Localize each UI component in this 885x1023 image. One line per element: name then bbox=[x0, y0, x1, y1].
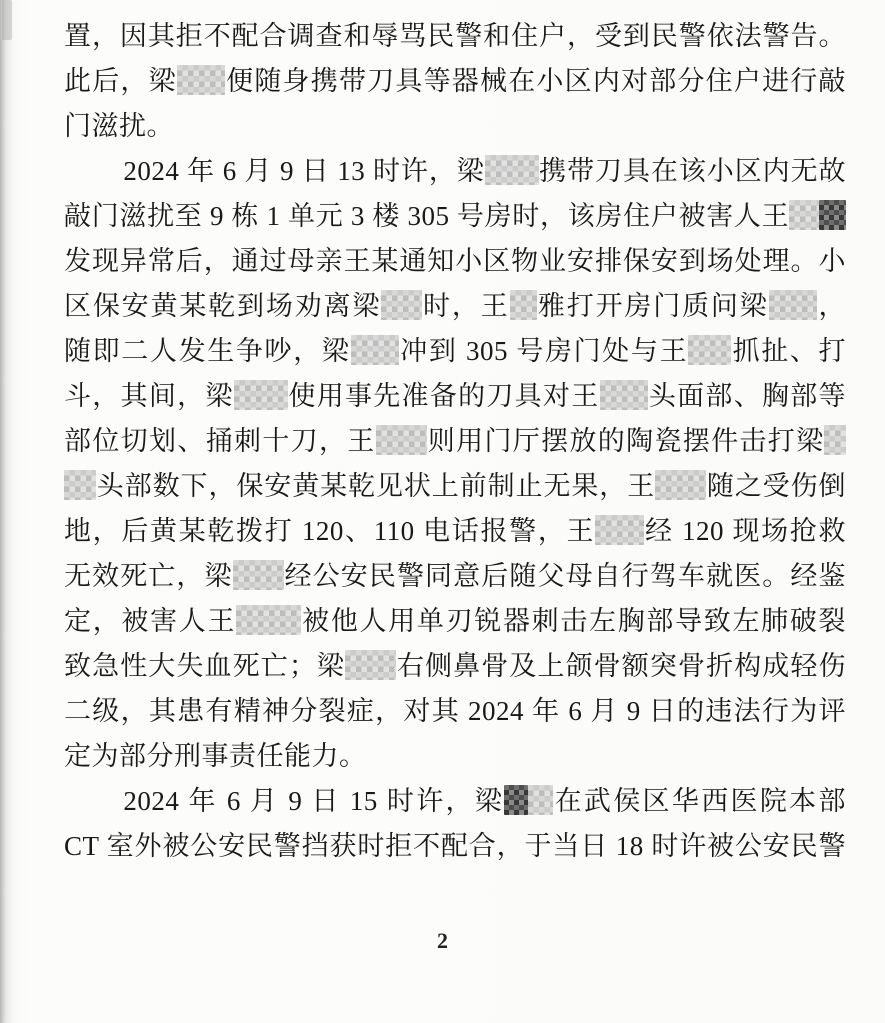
text-segment: 此后，梁 bbox=[64, 66, 177, 96]
text-segment: ， bbox=[817, 291, 846, 321]
text-segment: 经 120 现场抢救 bbox=[643, 516, 846, 546]
redaction-block bbox=[376, 425, 427, 455]
text-segment: 携带刀具在该小区内无故 bbox=[538, 156, 846, 186]
redaction-block bbox=[510, 290, 537, 320]
text-segment: 头部数下，保安黄某乾见状上前制止无果，王 bbox=[96, 471, 656, 501]
redaction-block bbox=[233, 560, 284, 590]
scan-edge-artifact bbox=[2, 0, 12, 40]
text-line bbox=[64, 554, 846, 599]
text-segment: CT 室外被公安民警挡获时拒不配合，于当日 18 时许被公安民警 bbox=[64, 831, 846, 861]
redaction-block bbox=[824, 425, 846, 455]
text-segment: 区保安黄某乾到场劝离梁 bbox=[64, 291, 382, 321]
text-segment: 经公安民警同意后随父母自行驾车就医。经鉴 bbox=[283, 561, 846, 591]
text-line bbox=[64, 734, 846, 779]
text-segment: 二级，其患有精神分裂症，对其 2024 年 6 月 9 日的违法行为评 bbox=[64, 696, 846, 726]
text-line bbox=[64, 779, 846, 824]
text-line bbox=[64, 689, 846, 734]
redaction-block bbox=[234, 380, 288, 410]
text-segment: 定，被害人王 bbox=[64, 606, 237, 636]
text-segment: 便随身携带刀具等器械在小区内对部分住户进行敲 bbox=[225, 66, 846, 96]
text-segment: 冲到 305 号房门处与王 bbox=[399, 336, 689, 366]
text-line bbox=[64, 194, 846, 239]
redaction-block bbox=[345, 650, 396, 680]
text-segment: 斗，其间，梁 bbox=[64, 381, 234, 411]
text-segment: 头面部、胸部等 bbox=[648, 381, 846, 411]
redaction-block bbox=[528, 785, 552, 815]
page-number: 2 bbox=[437, 928, 448, 953]
text-segment: 2024 年 6 月 9 日 15 时许，梁 bbox=[123, 786, 505, 816]
text-segment: 抓扯、打 bbox=[731, 336, 846, 366]
redaction-block bbox=[236, 605, 301, 635]
text-line bbox=[64, 644, 846, 689]
redaction-block bbox=[655, 470, 706, 500]
text-line bbox=[64, 104, 846, 149]
text-line bbox=[64, 824, 846, 869]
text-line bbox=[64, 14, 846, 59]
text-line bbox=[64, 239, 846, 284]
text-segment: 2024 年 6 月 9 日 13 时许，梁 bbox=[123, 156, 485, 186]
text-line bbox=[64, 59, 846, 104]
redaction-block bbox=[381, 290, 422, 320]
text-segment: 发现异常后，通过母亲王某通知小区物业安排保安到场处理。小 bbox=[64, 246, 846, 276]
redaction-block bbox=[595, 515, 644, 545]
redaction-block bbox=[600, 380, 649, 410]
text-line bbox=[64, 374, 846, 419]
text-line bbox=[64, 329, 846, 374]
text-segment: 地，后黄某乾拨打 120、110 电话报警，王 bbox=[64, 516, 596, 546]
text-segment: 部位切划、捅刺十刀，王 bbox=[64, 426, 376, 456]
redaction-block bbox=[64, 470, 96, 500]
text-segment: 敲门滋扰至 9 栋 1 单元 3 楼 305 号房时，该房住户被害人王 bbox=[64, 201, 790, 231]
text-segment: 置，因其拒不配合调查和辱骂民警和住户，受到民警依法警告。 bbox=[64, 21, 846, 51]
redaction-block bbox=[485, 155, 539, 185]
text-segment: 无效死亡，梁 bbox=[64, 561, 233, 591]
text-segment: 时，王 bbox=[421, 291, 510, 321]
text-segment: 在武侯区华西医院本部 bbox=[552, 786, 846, 816]
text-line bbox=[64, 509, 846, 554]
text-segment: 右侧鼻骨及上颌骨额突骨折构成轻伤 bbox=[396, 651, 846, 681]
text-line bbox=[64, 599, 846, 644]
redaction-block bbox=[177, 65, 226, 95]
redaction-block bbox=[351, 335, 400, 365]
text-line bbox=[64, 419, 846, 464]
text-segment: 定为部分刑事责任能力。 bbox=[64, 741, 367, 771]
text-segment: 随之受伤倒 bbox=[706, 471, 846, 501]
text-line bbox=[64, 464, 846, 509]
text-segment: 门滋扰。 bbox=[64, 111, 174, 141]
text-segment: 则用门厅摆放的陶瓷摆件击打梁 bbox=[426, 426, 825, 456]
redaction-block bbox=[504, 785, 528, 815]
redaction-block bbox=[819, 200, 846, 230]
text-line bbox=[64, 149, 846, 194]
text-segment: 随即二人发生争吵，梁 bbox=[64, 336, 351, 366]
text-segment: 使用事先准备的刀具对王 bbox=[287, 381, 600, 411]
text-segment: 致急性大失血死亡；梁 bbox=[64, 651, 346, 681]
redaction-block bbox=[789, 200, 819, 230]
redaction-block bbox=[769, 290, 818, 320]
text-line bbox=[64, 284, 846, 329]
text-segment: 雅打开房门质问梁 bbox=[536, 291, 769, 321]
text-segment: 被他人用单刃锐器刺击左胸部导致左肺破裂 bbox=[300, 606, 846, 636]
redaction-block bbox=[688, 335, 731, 365]
document-body bbox=[64, 14, 846, 869]
